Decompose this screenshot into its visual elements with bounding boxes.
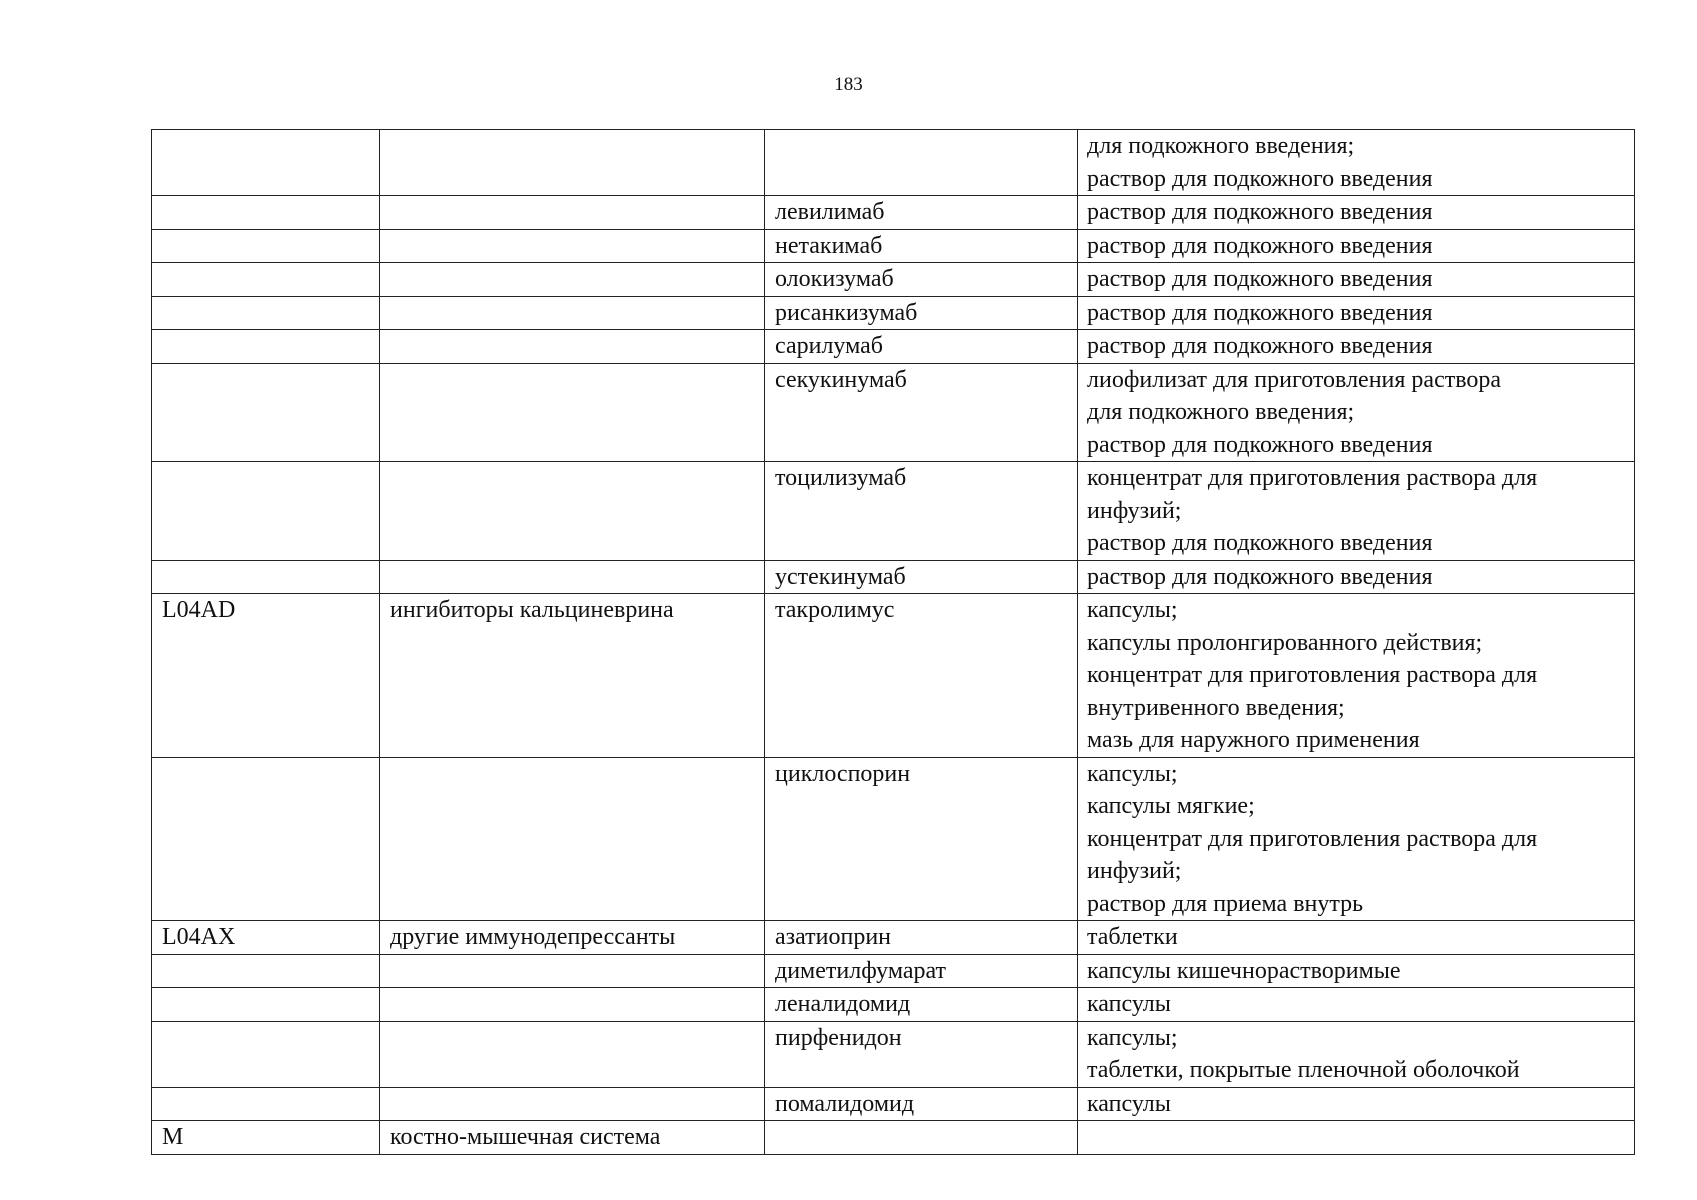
atc-code-cell xyxy=(152,988,380,1022)
dosage-forms-cell xyxy=(1078,296,1635,330)
group-name-cell xyxy=(380,757,765,921)
drug-name-cell: сарилумаб xyxy=(765,330,1078,364)
dosage-forms-cell xyxy=(1078,229,1635,263)
table-row xyxy=(152,296,1635,330)
dosage-form-line: раствор для подкожного введения xyxy=(1087,530,1433,556)
drug-name-cell xyxy=(765,130,1078,196)
page-number: 183 xyxy=(834,74,863,95)
group-name-cell xyxy=(380,462,765,561)
drug-table xyxy=(151,129,1635,1155)
atc-code-cell xyxy=(152,462,380,561)
atc-code-cell xyxy=(152,130,380,196)
table-row xyxy=(152,363,1635,462)
group-name-cell xyxy=(380,954,765,988)
drug-name-cell: нетакимаб xyxy=(765,229,1078,263)
dosage-forms-cell xyxy=(1078,330,1635,364)
table-row xyxy=(152,229,1635,263)
dosage-form-line: для подкожного введения; xyxy=(1087,133,1355,159)
dosage-forms-cell xyxy=(1078,954,1635,988)
drug-name-cell: устекинумаб xyxy=(765,560,1078,594)
group-name-cell xyxy=(380,1087,765,1121)
atc-code-cell xyxy=(152,757,380,921)
dosage-form-line: капсулы; xyxy=(1087,760,1178,787)
dosage-form-line: капсулы пролонгированного действия; xyxy=(1087,629,1483,656)
dosage-form-line: концентрат для приготовления раствора для xyxy=(1087,825,1538,852)
dosage-form-line: раствор для подкожного введения xyxy=(1087,232,1433,259)
group-name-cell xyxy=(380,1021,765,1087)
atc-code-cell xyxy=(152,954,380,988)
group-name-cell: костно-мышечная система xyxy=(380,1121,765,1155)
atc-code-cell xyxy=(152,560,380,594)
dosage-forms-cell xyxy=(1078,363,1635,462)
drug-name-cell: помалидомид xyxy=(765,1087,1078,1121)
dosage-form-line: раствор для подкожного введения xyxy=(1087,165,1433,192)
dosage-forms-cell xyxy=(1078,1087,1635,1121)
group-name-cell: другие иммунодепрессанты xyxy=(380,921,765,955)
dosage-form-line: раствор для подкожного введения xyxy=(1087,199,1433,225)
group-name-cell xyxy=(380,296,765,330)
table-row xyxy=(152,921,1635,955)
drug-name-cell: левилимаб xyxy=(765,196,1078,230)
atc-code-cell xyxy=(152,196,380,230)
drug-name-cell: пирфенидон xyxy=(765,1021,1078,1087)
dosage-form-line: мазь для наружного применения xyxy=(1087,727,1420,753)
dosage-form-line: раствор для подкожного введения xyxy=(1087,266,1433,292)
table-row xyxy=(152,130,1635,196)
table-row xyxy=(152,594,1635,758)
atc-code-cell xyxy=(152,229,380,263)
dosage-form-line: капсулы xyxy=(1087,991,1171,1017)
drug-name-cell: олокизумаб xyxy=(765,263,1078,297)
dosage-form-line: капсулы; xyxy=(1087,597,1178,623)
table-row xyxy=(152,757,1635,921)
dosage-forms-cell xyxy=(1078,1121,1635,1155)
table-row xyxy=(152,330,1635,364)
dosage-form-line: раствор для подкожного введения xyxy=(1087,333,1433,359)
table-row xyxy=(152,462,1635,561)
drug-name-cell: диметилфумарат xyxy=(765,954,1078,988)
dosage-form-line: таблетки, покрытые пленочной оболочкой xyxy=(1087,1057,1520,1083)
table-row xyxy=(152,1087,1635,1121)
group-name-cell xyxy=(380,363,765,462)
dosage-forms-cell xyxy=(1078,196,1635,230)
dosage-forms-cell xyxy=(1078,462,1635,561)
dosage-form-line: раствор для приема внутрь xyxy=(1087,890,1364,917)
atc-code-cell: L04AX xyxy=(152,921,380,955)
dosage-form-line: капсулы; xyxy=(1087,1024,1178,1051)
dosage-forms-cell xyxy=(1078,130,1635,196)
dosage-forms-cell xyxy=(1078,1021,1635,1087)
atc-code-cell: M xyxy=(152,1121,380,1155)
dosage-form-line: раствор для подкожного введения xyxy=(1087,431,1433,458)
dosage-form-line: раствор для подкожного введения xyxy=(1087,563,1433,590)
table-row xyxy=(152,1021,1635,1087)
dosage-forms-cell xyxy=(1078,757,1635,921)
dosage-form-line: капсулы кишечнорастворимые xyxy=(1087,957,1401,984)
atc-code-cell xyxy=(152,263,380,297)
drug-name-cell: тоцилизумаб xyxy=(765,462,1078,561)
group-name-cell xyxy=(380,196,765,230)
dosage-forms-cell xyxy=(1078,988,1635,1022)
drug-name-cell xyxy=(765,1121,1078,1155)
atc-code-cell: L04AD xyxy=(152,594,380,758)
group-name-cell xyxy=(380,988,765,1022)
drug-name-cell: секукинумаб xyxy=(765,363,1078,462)
atc-code-cell xyxy=(152,296,380,330)
dosage-form-line: концентрат для приготовления раствора для xyxy=(1087,465,1538,491)
dosage-form-line: инфузий; xyxy=(1087,497,1182,524)
table-row xyxy=(152,988,1635,1022)
dosage-form-line: раствор для подкожного введения xyxy=(1087,299,1433,326)
drug-name-cell: циклоспорин xyxy=(765,757,1078,921)
dosage-forms-cell xyxy=(1078,263,1635,297)
dosage-form-line: капсулы мягкие; xyxy=(1087,793,1255,819)
drug-name-cell: рисанкизумаб xyxy=(765,296,1078,330)
group-name-cell xyxy=(380,330,765,364)
atc-code-cell xyxy=(152,363,380,462)
dosage-forms-cell xyxy=(1078,560,1635,594)
group-name-cell xyxy=(380,560,765,594)
table-row xyxy=(152,954,1635,988)
dosage-form-line: инфузий; xyxy=(1087,858,1182,884)
group-name-cell xyxy=(380,263,765,297)
drug-name-cell: азатиоприн xyxy=(765,921,1078,955)
dosage-form-line: лиофилизат для приготовления раствора xyxy=(1087,366,1502,393)
atc-code-cell xyxy=(152,1021,380,1087)
dosage-form-line: внутривенного введения; xyxy=(1087,694,1345,721)
atc-code-cell xyxy=(152,330,380,364)
drug-name-cell: такролимус xyxy=(765,594,1078,758)
drug-name-cell: леналидомид xyxy=(765,988,1078,1022)
dosage-forms-cell xyxy=(1078,594,1635,758)
dosage-form-line: таблетки xyxy=(1087,924,1178,950)
group-name-cell xyxy=(380,229,765,263)
drug-table-body xyxy=(152,130,1635,1155)
dosage-form-line: концентрат для приготовления раствора для xyxy=(1087,662,1538,688)
table-row xyxy=(152,263,1635,297)
group-name-cell: ингибиторы кальциневрина xyxy=(380,594,765,758)
atc-code-cell xyxy=(152,1087,380,1121)
dosage-forms-cell xyxy=(1078,921,1635,955)
table-row xyxy=(152,1121,1635,1155)
group-name-cell xyxy=(380,130,765,196)
dosage-form-line: капсулы xyxy=(1087,1090,1171,1117)
dosage-form-line: для подкожного введения; xyxy=(1087,399,1355,425)
table-row xyxy=(152,560,1635,594)
table-row xyxy=(152,196,1635,230)
